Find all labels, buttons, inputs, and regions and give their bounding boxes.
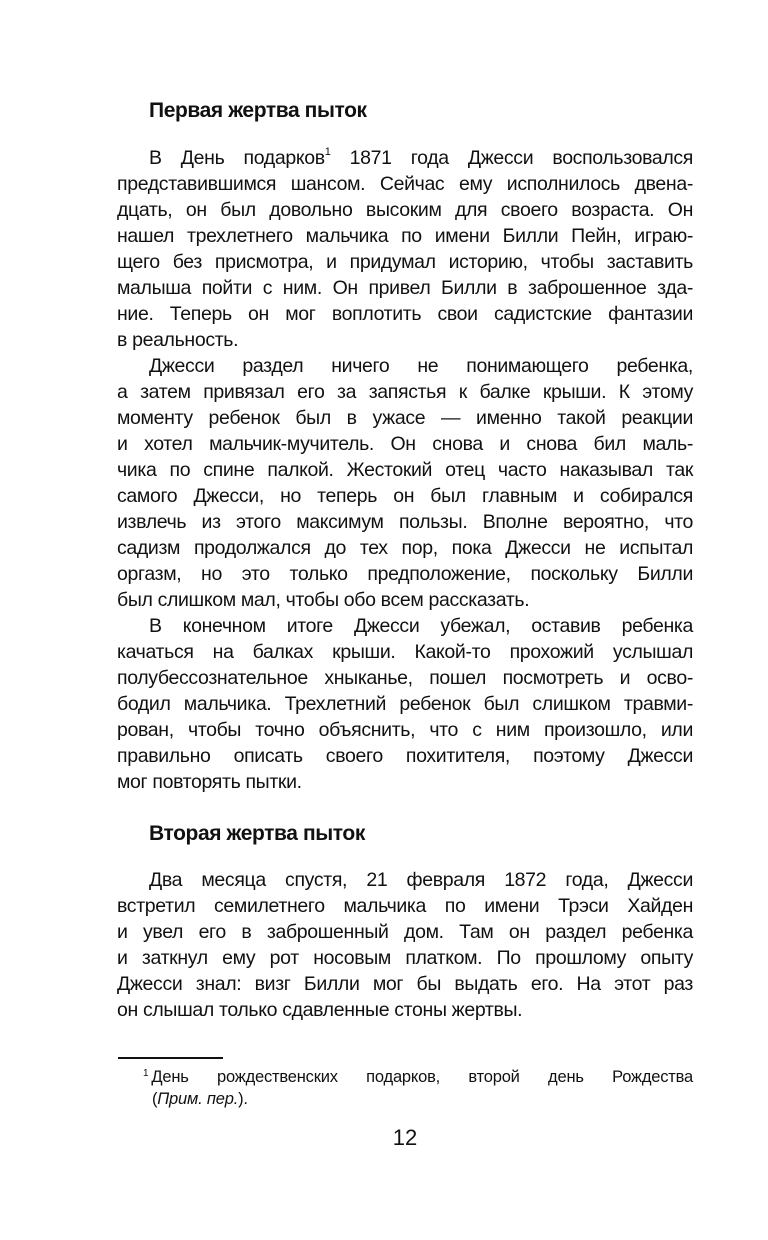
footnote-line (143, 1088, 693, 1110)
footnote-note: Прим. пер. (157, 1090, 239, 1108)
footnote-paren: ( (152, 1090, 158, 1108)
text-line: представившимся шансом. Сейчас ему исполнилось двена- (117, 173, 693, 195)
text-line: садизм продолжался до тех пор, пока Джесси не испытал (117, 537, 693, 559)
text-line (117, 145, 693, 171)
text-line: качаться на балках крыши. Какой-то прохожий услышал (117, 641, 693, 663)
paragraph (117, 613, 693, 795)
text-line: самого Джесси, но теперь он был главным и собирался (117, 485, 693, 507)
text-line: был слишком мал, чтобы обо всем рассказать. (117, 589, 530, 611)
paragraph (117, 353, 693, 613)
text-line: а затем привязал его за запястья к балке крыши. К этому (117, 381, 693, 403)
section-heading-2: Вторая жертва пыток (149, 822, 365, 845)
text-line: щего без присмотра, и придумал историю, чтобы заставить (117, 251, 693, 273)
text-line: в реальность. (117, 329, 239, 351)
text-line: и увел его в заброшенный дом. Там он раздел ребенка (117, 921, 693, 943)
footnote-text: День рождественских подарков, второй день Рождества (151, 1068, 693, 1086)
text-line: оргазм, но это только предположение, поскольку Билли (117, 563, 693, 585)
footnote-ref[interactable]: 1 (324, 146, 331, 158)
footnote (143, 1066, 693, 1110)
paragraph (117, 867, 693, 1023)
text-line: он слышал только сдавленные стоны жертвы. (117, 999, 523, 1021)
text-fragment: 1871 года Джесси воспользовался (330, 147, 693, 169)
text-line: В конечном итоге Джесси убежал, оставив ребенка (149, 615, 693, 637)
footnote-divider (118, 1057, 223, 1059)
text-line: моменту ребенок был в ужасе — именно такой реакции (117, 407, 693, 429)
text-line: рован, чтобы точно объяснить, что с ним произошло, или (117, 719, 693, 741)
text-fragment: В День подарков (149, 147, 325, 169)
paragraph (117, 145, 693, 353)
text-line: дцать, он был довольно высоким для своего возраста. Он (117, 199, 693, 221)
text-line: нашел трехлетнего мальчика по имени Билли Пейн, играю- (117, 225, 693, 247)
footnote-line (143, 1066, 693, 1088)
text-line: чика по спине палкой. Жестокий отец часто наказывал так (117, 459, 693, 481)
text-line: правильно описать своего похитителя, поэтому Джесси (117, 745, 693, 767)
text-line: малыша пойти с ним. Он привел Билли в заброшенное зда- (117, 277, 693, 299)
text-line: ние. Теперь он мог воплотить свои садистские фантазии (117, 303, 693, 325)
text-line: бодил мальчика. Трехлетний ребенок был слишком травми- (117, 693, 693, 715)
text-line: встретил семилетнего мальчика по имени Трэси Хайден (117, 895, 693, 917)
text-line: и заткнул ему рот носовым платком. По прошлому опыту (117, 947, 693, 969)
page-number: 12 (392, 1125, 418, 1150)
text-line: Джесси знал: визг Билли мог бы выдать его. На этот раз (117, 973, 693, 995)
text-line: полубессознательное хныканье, пошел посмотреть и осво- (117, 667, 693, 689)
text-line: Два месяца спустя, 21 февраля 1872 года, Джесси (149, 869, 693, 891)
text-line: извлечь из этого максимум пользы. Вполне вероятно, что (117, 511, 693, 533)
section-heading-1: Первая жертва пыток (149, 99, 367, 122)
text-line: и хотел мальчик-мучитель. Он снова и снова бил маль- (117, 433, 693, 455)
footnote-mark: 1 (143, 1068, 149, 1079)
text-line: мог повторять пытки. (117, 771, 302, 793)
text-line: Джесси раздел ничего не понимающего ребенка, (149, 355, 693, 377)
footnote-paren: ). (238, 1090, 248, 1108)
